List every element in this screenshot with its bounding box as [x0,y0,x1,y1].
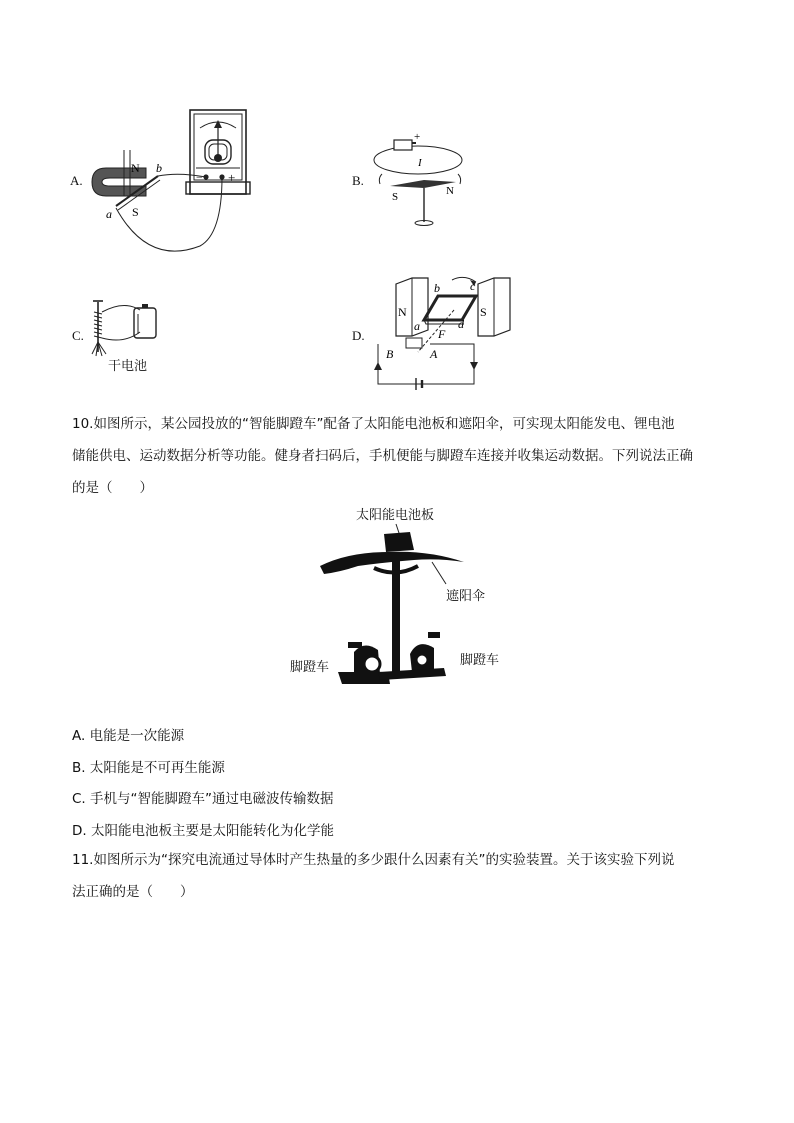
option-a-letter-b: b [156,161,162,175]
option-d-label: D. [352,328,365,343]
question-10-line-1: 10.如图所示，某公园投放的“智能脚蹬车”配备了太阳能电池板和遮阳伞，可实现太阳能发电、锂电池 [72,416,675,432]
option-d-letter-a-lower: A [430,347,438,361]
option-d-letter-b-lower: B [386,347,394,361]
question-10-choice-b: B. 太阳能是不可再生能源 [72,760,225,776]
option-a-figure [88,106,258,256]
solar-bike-figure [318,522,468,692]
question-11-line-1: 11.如图所示为“探究电流通过导体时产生热量的多少跟什么因素有关”的实验装置。关于该实验下列说 [72,852,675,868]
question-11-line-2: 法正确的是（ ） [72,884,194,900]
question-10-choice-d: D. 太阳能电池板主要是太阳能转化为化学能 [72,823,334,839]
option-c-figure [88,296,168,358]
option-b-letter-i: I [418,157,422,169]
option-d-letter-n: N [398,305,407,319]
figure-label-umbrella: 遮阳伞 [446,589,486,604]
option-d-figure [368,270,518,396]
option-c-caption: 干电池 [108,359,148,374]
option-b-letter-plus: + [414,131,421,143]
figure-label-bike-right: 脚蹬车 [460,653,500,668]
option-a-letter-a: a [106,207,112,221]
option-c-label: C. [72,328,84,343]
option-b-figure [368,126,478,232]
option-b-label: B. [352,173,364,188]
option-d-letter-f: F [438,327,446,341]
option-a-label: A. [70,173,83,188]
question-10-choice-a: A. 电能是一次能源 [72,728,185,744]
option-a-letter-n: N [131,161,140,175]
option-d-letter-c: c [470,279,476,293]
question-10-line-2: 储能供电、运动数据分析等功能。健身者扫码后，手机便能与脚蹬车连接并收集运动数据。下列说法正确 [72,448,693,464]
option-d-letter-a: a [414,319,420,333]
option-d-letter-d: d [458,317,464,331]
question-10-line-3: 的是（ ） [72,480,153,496]
option-b-letter-s: S [392,191,399,203]
option-a-letter-s: S [132,205,139,219]
option-d-letter-s: S [480,305,487,319]
option-b-letter-n: N [446,185,454,197]
figure-label-solar-panel: 太阳能电池板 [356,508,435,523]
option-d-letter-b: b [434,281,440,295]
svg-text:+: + [228,170,236,185]
svg-text:−: − [196,170,203,184]
question-10-choice-c: C. 手机与“智能脚蹬车”通过电磁波传输数据 [72,791,334,807]
figure-label-bike-left: 脚蹬车 [290,660,330,675]
